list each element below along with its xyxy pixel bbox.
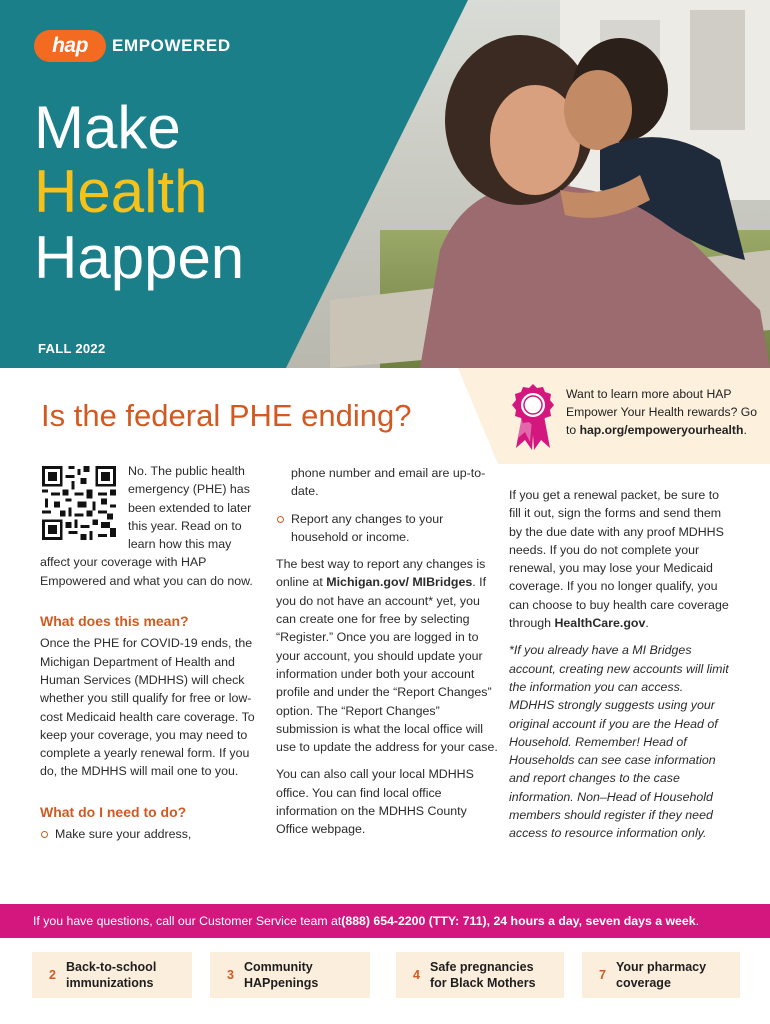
inside-tile-community[interactable] — [210, 952, 370, 998]
report-online-paragraph — [276, 555, 498, 756]
bullet-report-changes: Report any changes to your household or income. — [276, 510, 498, 547]
article-column-3 — [509, 486, 731, 843]
phe-ends-paragraph: Once the PHE for COVID-19 ends, the Michigan Department of Health and Human Services (MDHHS) will check whether you still qualify for free or low-cost Medicaid health care coverage. To keep your coverage, you may need to complete a yearly renewal form. If you do, the MDHHS will mail one to you. — [40, 636, 255, 779]
call-office-paragraph: You can also call your local MDHHS office. You can find local office information on the MDHHS County Office webpage. — [276, 767, 474, 837]
report-online-text: The best way to report any changes is online at — [276, 557, 486, 590]
renewal-packet-paragraph — [509, 486, 731, 632]
inside-tile-pharmacy[interactable] — [582, 952, 740, 998]
rewards-text — [566, 385, 766, 439]
inside-tile-back-to-school[interactable] — [32, 952, 192, 998]
renewal-packet-text: If you get a renewal packet, be sure to fill it out, sign the forms and send them by the due date with any proof MDHHS needs. If you do not complete your renewal, you may lose your Medicaid coverage. If you no longer qualify, you can choose to buy health care coverage through — [509, 488, 729, 631]
article-column-1 — [40, 462, 258, 843]
subheading-what-do-i-need-to-do: What do I need to do? — [40, 803, 187, 820]
bullet-update-contact-info: Make sure your address, — [40, 825, 258, 843]
contact-end: . — [695, 914, 699, 928]
hap-empowered-logo — [34, 30, 231, 62]
inside-tile-safe-pregnancies[interactable] — [396, 952, 564, 998]
rewards-callout — [458, 368, 770, 464]
mi-bridges-footnote: *If you already have a MI Bridges account, creating new accounts will limit the information you can access. MDHHS strongly suggests using your original account if you are the Head of Household. Remember! Head of Households can see case information and report changes to the case information. Non–Head of Household members should register if they need access to resource information only. — [509, 643, 729, 841]
mibridges-link[interactable]: Michigan.gov/ MIBridges — [326, 575, 473, 590]
renewal-packet-end: . — [645, 616, 649, 631]
rewards-link[interactable]: hap.org/empoweryourhealth — [579, 423, 744, 437]
tile-page-number: 2 — [49, 968, 56, 982]
tile-label: Your pharmacy coverage — [616, 960, 707, 990]
tile-label: Community HAPpenings — [244, 960, 319, 990]
award-ribbon-icon — [508, 382, 558, 452]
hero-title-line-1: Make — [34, 94, 181, 161]
rewards-end: . — [743, 423, 747, 437]
tile-page-number: 3 — [227, 968, 234, 982]
intro-paragraph: No. The public health emergency (PHE) has been extended to later this year. Read on to learn how this may affect your coverage with HAP Empowered and what you can do now. — [40, 464, 253, 588]
empowered-wordmark: EMPOWERED — [112, 36, 231, 55]
hap-logo-mark: hap — [34, 30, 106, 62]
article-headline: Is the federal PHE ending? — [41, 398, 412, 433]
tile-page-number: 4 — [413, 968, 420, 982]
hero-banner — [0, 0, 770, 368]
tile-label: Safe pregnancies for Black Mothers — [430, 960, 536, 990]
rewards-message: Want to learn more about HAP Empower Your Health rewards? Go to — [566, 387, 758, 437]
qr-code[interactable] — [42, 466, 116, 540]
tile-page-number: 7 — [599, 968, 606, 982]
tile-label: Back-to-school immunizations — [66, 960, 157, 990]
subheading-what-does-this-mean: What does this mean? — [40, 613, 189, 630]
hero-title-line-2: Health — [34, 158, 208, 225]
issue-season: FALL 2022 — [38, 341, 106, 356]
contact-intro: If you have questions, call our Customer Service team at — [33, 914, 342, 928]
customer-service-phone[interactable]: (888) 654-2200 (TTY: 711), 24 hours a day, seven days a week — [341, 914, 696, 928]
hero-title-line-3: Happen — [34, 224, 245, 291]
article-column-2 — [276, 464, 498, 839]
customer-service-bar — [0, 904, 770, 938]
bullet-update-contact-info-continued: phone number and email are up-to-date. — [291, 466, 486, 499]
report-online-text-continued: . If you do not have an account* yet, you can create one for free by selecting “Register.” Once you are logged in to your account, you should update your information under both your account profile and under the “Report Changes” option. The “Report Changes” submission is what the local office will use to update the address for your case. — [276, 575, 498, 755]
healthcare-gov-link[interactable]: HealthCare.gov — [554, 616, 646, 631]
